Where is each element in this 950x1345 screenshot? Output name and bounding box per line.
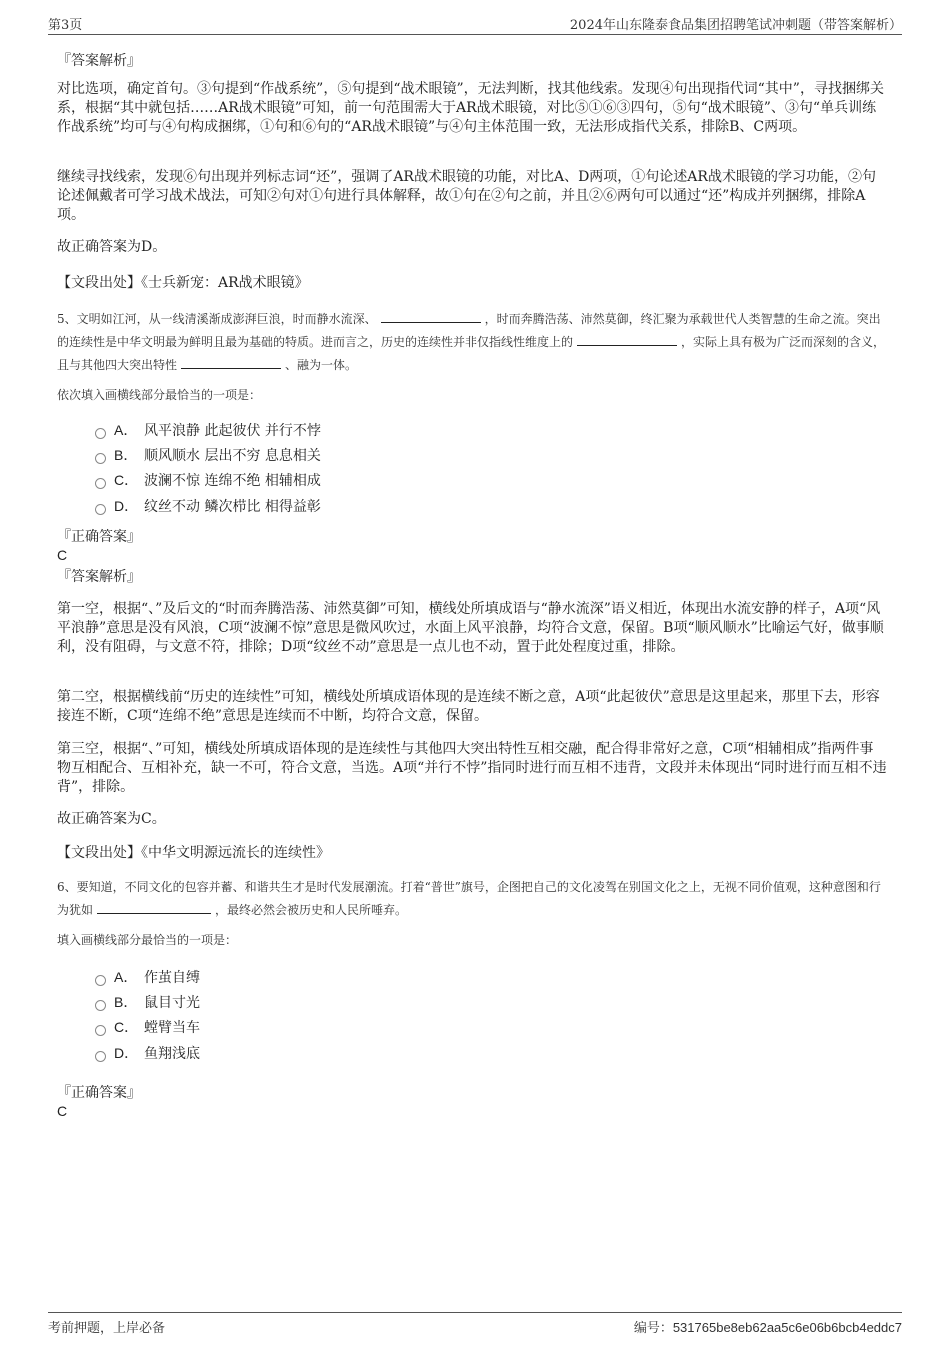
q6-option-a[interactable]: A． 作茧自缚 (95, 967, 200, 987)
document-title: 2024年山东隆泰食品集团招聘笔试冲刺题（带答案解析） (569, 18, 902, 33)
q5-option-d[interactable]: D． 纹丝不动 鳞次栉比 相得益彰 (95, 496, 321, 516)
q5-answer: C (57, 547, 68, 563)
page-header (48, 14, 902, 35)
q5-analysis-label: 『答案解析』 (57, 569, 141, 585)
q6-answer-label: 『正确答案』 (57, 1085, 141, 1101)
q5-analysis-para2: 第二空，根据横线前“历史的连续性”可知，横线处所填成语体现的是连续不断之意，A项“此起彼伏”意思是这里起来，那里下去，形容接连不断，C项“连绵不绝”意思是连续而不中断，均符合文意，保留。 (57, 689, 880, 724)
radio-icon[interactable] (95, 453, 106, 464)
radio-icon[interactable] (95, 1025, 106, 1036)
radio-icon[interactable] (95, 428, 106, 439)
q5-stem: 5、文明如江河，从一线清溪渐成澎湃巨浪，时而静水流深、 ，时而奔腾浩荡、沛然莫御，终汇聚为承载世代人类智慧的生命之流。突出的连续性是中华文明最为鲜明且最为基础的特质。进而言之，历史的连续性并非仅指线性维度上的 ，实际上具有极为广泛而深刻的含义，且与其他四大突出特性 、融为一体。 (57, 312, 886, 372)
q6-answer: C (57, 1103, 68, 1119)
q5-answer-label: 『正确答案』 (57, 529, 141, 545)
footer-slogan: 考前押题，上岸必备 (48, 1321, 166, 1336)
radio-icon[interactable] (95, 504, 106, 515)
q5-blank-2 (577, 333, 677, 346)
q5-analysis-para3: 第三空，根据“、”可知，横线处所填成语体现的是连续性与其他四大突出特性互相交融，配合得非常好之意，C项“相辅相成”指两件事物互相配合、互相补充，缺一不可，符合文意，当选。A项“并行不悖”指同时进行而互相不违背，文段并未体现出“同时进行而互相不违背”，排除。 (57, 741, 887, 795)
q6-option-d[interactable]: D． 鱼翔浅底 (95, 1043, 200, 1063)
radio-icon[interactable] (95, 1000, 106, 1011)
q4-analysis-para2: 继续寻找线索，发现⑥句出现并列标志词“还”，强调了AR战术眼镜的功能，对比A、D两项，①句论述AR战术眼镜的学习功能，②句论述佩戴者可学习战术战法，可知②句对①句进行具体解释，故①句在②句之前，并且②⑥两句可以通过“还”构成并列捆绑，排除A项。 (57, 169, 876, 223)
q6-stem: 6、要知道，不同文化的包容并蓄、和谐共生才是时代发展潮流。打着“普世”旗号，企图把自己的文化凌驾在别国文化之上，无视不同价值观，这种意图和行为犹如 ，最终必然会被历史和人民所唾弃。 (57, 880, 881, 917)
q5-blank-3 (181, 356, 281, 369)
q4-analysis-label: 『答案解析』 (57, 53, 141, 69)
q5-analysis-para1: 第一空，根据“、”及后文的“时而奔腾浩荡、沛然莫御”可知，横线处所填成语与“静水流深”语义相近，体现出水流安静的样子，A项“风平浪静”意思是没有风浪，C项“波澜不惊”意思是微风吹过，水面上风平浪静，均符合文意，保留。B项“顺风顺水”比喻运气好，做事顺利，没有阻碍，与文意不符，排除；D项“纹丝不动”意思是一点儿也不动，置于此处程度过重，排除。 (57, 601, 884, 655)
q5-option-b[interactable]: B． 顺风顺水 层出不穷 息息相关 (95, 445, 321, 465)
q5-option-a[interactable]: A． 风平浪静 此起彼伏 并行不悖 (95, 420, 321, 440)
page-number: 第3页 (48, 18, 83, 33)
radio-icon[interactable] (95, 478, 106, 489)
document-code: 编号：531765be8eb62aa5c6e06b6bcb4eddc7 (633, 1320, 902, 1336)
q4-analysis-para1: 对比选项，确定首句。③句提到“作战系统”，⑤句提到“战术眼镜”，无法判断，找其他线索。发现④句出现指代词“其中”，寻找捆绑关系，根据“其中就包括……AR战术眼镜”可知，前一句范围需大于AR战术眼镜，对比⑤①⑥③四句，⑤句“战术眼镜”、③句“单兵训练作战系统”均可与④句构成捆绑，①句和⑥句的“AR战术眼镜”与④句主体范围一致，无法形成指代关系，排除B、C两项。 (57, 81, 884, 135)
q4-conclusion: 故正确答案为D。 (57, 239, 167, 255)
q4-source: 【文段出处】《士兵新宠：AR战术眼镜》 (57, 275, 309, 291)
radio-icon[interactable] (95, 1051, 106, 1062)
q6-blank (97, 901, 211, 914)
q5-conclusion: 故正确答案为C。 (57, 811, 166, 827)
q5-source: 【文段出处】《中华文明源远流长的连续性》 (57, 845, 330, 861)
q5-blank-1 (381, 310, 481, 323)
q6-prompt: 填入画横线部分最恰当的一项是： (57, 933, 238, 947)
q6-option-c[interactable]: C． 螳臂当车 (95, 1017, 200, 1037)
q6-option-b[interactable]: B． 鼠目寸光 (95, 992, 200, 1012)
q5-option-c[interactable]: C． 波澜不惊 连绵不绝 相辅相成 (95, 470, 321, 490)
page-footer (48, 1312, 902, 1335)
radio-icon[interactable] (95, 975, 106, 986)
q5-prompt: 依次填入画横线部分最恰当的一项是： (57, 388, 262, 402)
